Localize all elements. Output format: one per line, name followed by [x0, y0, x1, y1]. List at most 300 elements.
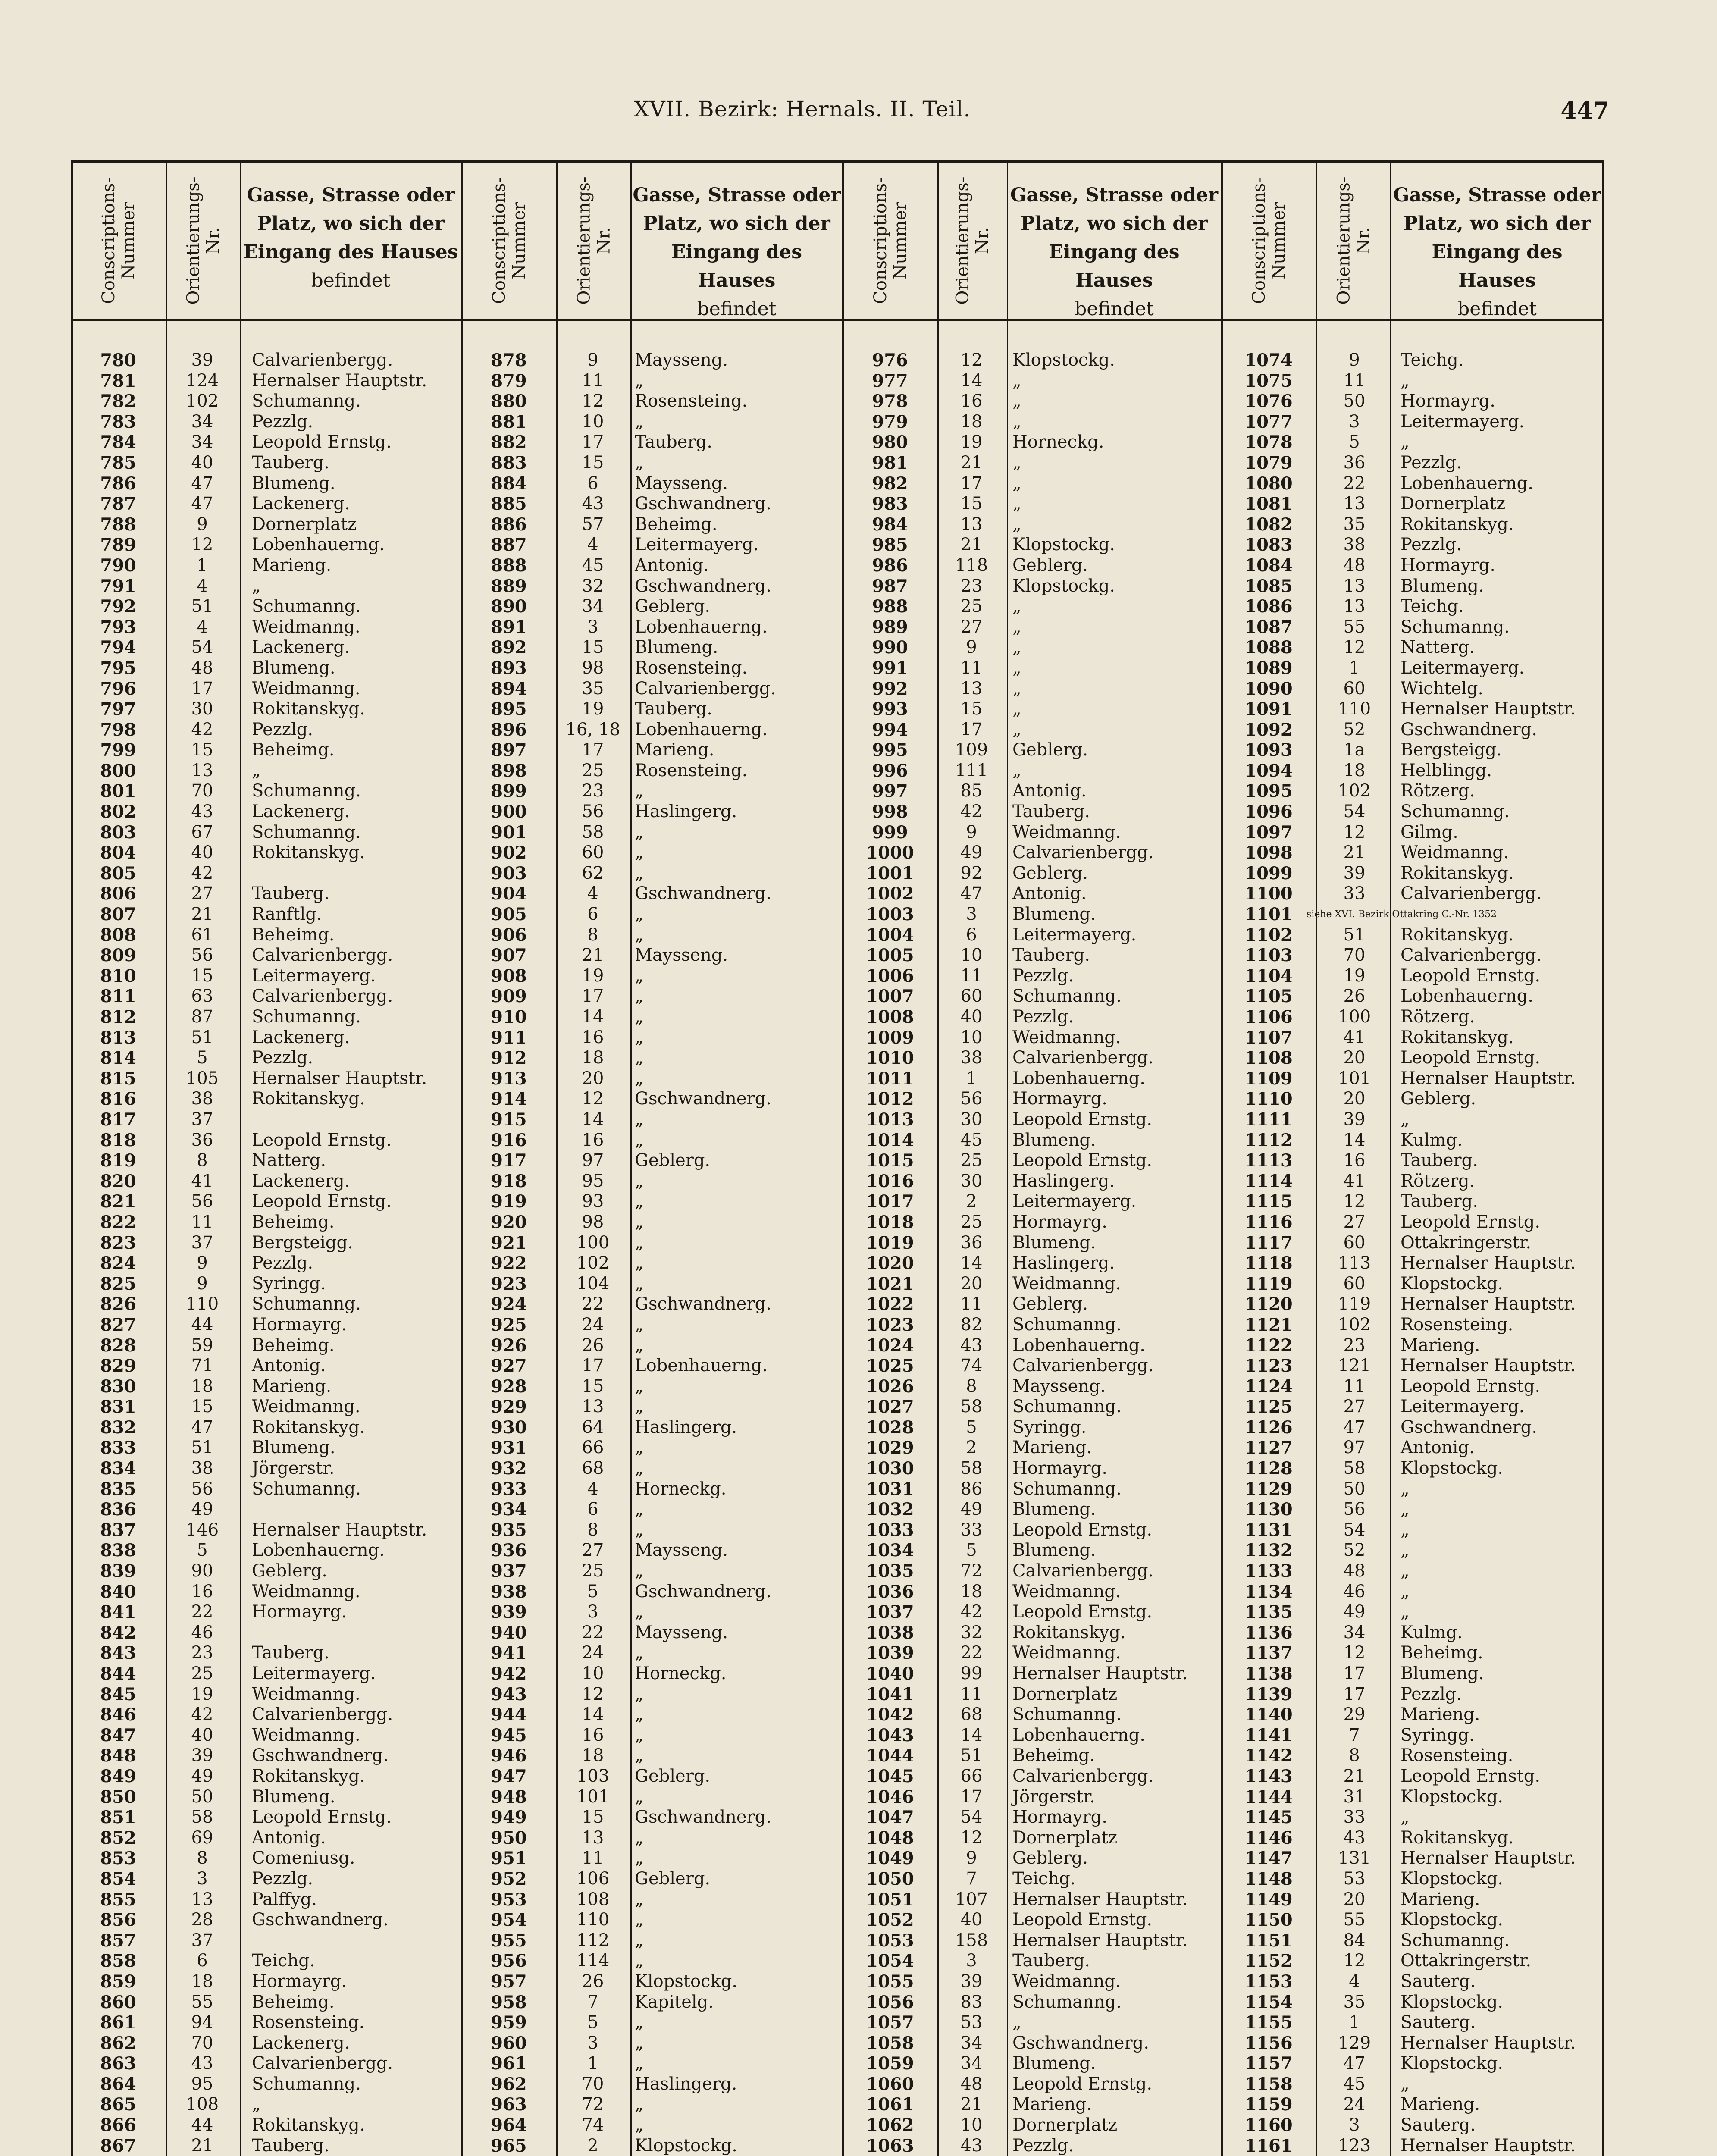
orientation-cell: 59: [191, 1335, 213, 1355]
conscription-cell: 1148: [1244, 1868, 1293, 1889]
conscription-cell: 863: [100, 2053, 136, 2074]
conscription-cell: 1030: [866, 1458, 914, 1479]
conscription-cell: 1079: [1244, 452, 1293, 473]
orientation-cell: 70: [1343, 945, 1366, 965]
conscription-column: [71, 350, 166, 2156]
street-cell: Calvarienbergg.: [1401, 884, 1542, 904]
conscription-cell: 1038: [866, 1622, 914, 1643]
orientation-cell: 53: [960, 2012, 983, 2033]
conscription-cell: 1115: [1244, 1191, 1293, 1212]
orientation-cell: 99: [960, 1664, 983, 1683]
conscription-column: [1221, 350, 1316, 2156]
orientation-cell: 48: [1343, 1561, 1366, 1581]
orientation-cell: 8: [1349, 1745, 1360, 1766]
street-cell: Schumanng.: [1401, 1930, 1510, 1950]
orientation-cell: 18: [582, 1048, 604, 1068]
conscription-cell: 977: [872, 370, 908, 391]
conscription-cell: 879: [491, 370, 527, 391]
orientation-cell: 16: [960, 391, 983, 411]
conscription-cell: 934: [491, 1499, 527, 1520]
orientation-cell: 23: [960, 576, 983, 596]
conscription-cell: 1081: [1244, 494, 1293, 514]
street-cell: Helblingg.: [1401, 760, 1492, 780]
orientation-cell: 14: [582, 1007, 604, 1027]
orientation-cell: 61: [191, 924, 213, 945]
street-cell: „: [635, 1561, 644, 1581]
street-cell: Marieng.: [1401, 1705, 1480, 1725]
orientation-cell: 10: [582, 1664, 604, 1683]
street-cell: Dornerplatz: [252, 514, 357, 534]
conscription-cell: 789: [100, 535, 136, 555]
conscription-cell: 1032: [866, 1499, 914, 1520]
conscription-cell: 878: [491, 350, 527, 370]
street-cell: „: [635, 1786, 644, 1807]
orientation-cell: 14: [960, 1253, 983, 1273]
street-cell: Klopstockg.: [1401, 1992, 1504, 2012]
conscription-cell: 866: [100, 2115, 136, 2136]
street-cell: „: [1012, 596, 1021, 617]
conscription-cell: 1061: [866, 2094, 914, 2115]
header-street: Gasse, Strasse oder Platz, wo sich der Eingang des Hauses befindet: [1393, 184, 1601, 320]
conscription-cell: 1083: [1244, 535, 1293, 555]
orientation-cell: 14: [960, 370, 983, 391]
conscription-cell: 1095: [1244, 781, 1293, 802]
orientation-cell: 22: [582, 1294, 604, 1314]
orientation-cell: 1: [1349, 2012, 1360, 2033]
conscription-cell: 1042: [866, 1705, 914, 1725]
conscription-cell: 937: [491, 1561, 527, 1582]
orientation-cell: 13: [960, 514, 983, 534]
orientation-cell: 9: [197, 1273, 208, 1294]
orientation-cell: 33: [960, 1520, 983, 1540]
conscription-cell: 907: [491, 945, 527, 966]
orientation-cell: 10: [960, 1027, 983, 1047]
street-cell: Rosensteing.: [635, 391, 748, 411]
orientation-cell: 34: [960, 2033, 983, 2053]
conscription-cell: 901: [491, 822, 527, 843]
orientation-cell: 22: [191, 1602, 213, 1622]
orientation-cell: 87: [191, 1007, 213, 1027]
street-cell: Syringg.: [1401, 1725, 1475, 1745]
conscription-cell: 1157: [1244, 2053, 1293, 2074]
street-cell: Pezzlg.: [1012, 1007, 1074, 1027]
conscription-cell: 1099: [1244, 863, 1293, 884]
conscription-cell: 1104: [1244, 965, 1293, 986]
conscription-cell: 1156: [1244, 2033, 1293, 2053]
header-orientation-number: Orientierungs- Nr.: [1334, 176, 1374, 304]
street-cell: Bergsteigg.: [252, 1232, 353, 1253]
orientation-cell: 20: [1343, 1089, 1366, 1109]
orientation-cell: 38: [1343, 535, 1366, 555]
conscription-cell: 1134: [1244, 1581, 1293, 1602]
orientation-cell: 102: [185, 391, 219, 411]
conscription-cell: 816: [100, 1089, 136, 1109]
street-cell: Teichg.: [1401, 596, 1464, 617]
street-cell: Weidmanng.: [1012, 1273, 1121, 1294]
conscription-cell: 785: [100, 452, 136, 473]
orientation-cell: 108: [185, 2094, 219, 2115]
conscription-cell: 1107: [1244, 1027, 1293, 1048]
street-cell: Hernalser Hauptstr.: [1012, 1930, 1188, 1950]
orientation-cell: 55: [191, 1992, 213, 2012]
orientation-cell: 24: [1343, 2094, 1366, 2115]
conscription-cell: 867: [100, 2135, 136, 2156]
street-cell: Gschwandnerg.: [1012, 2033, 1149, 2053]
street-cell: Marieng.: [635, 740, 714, 760]
orientation-cell: 60: [960, 986, 983, 1006]
conscription-cell: 803: [100, 822, 136, 843]
conscription-cell: 1153: [1244, 1971, 1293, 1992]
conscription-cell: 782: [100, 391, 136, 412]
conscription-cell: 781: [100, 370, 136, 391]
conscription-cell: 1129: [1244, 1479, 1293, 1499]
conscription-cell: 799: [100, 740, 136, 761]
street-cell: Hernalser Hauptstr.: [1401, 2135, 1576, 2156]
orientation-cell: 11: [960, 965, 983, 986]
street-column: [244, 350, 460, 2156]
conscription-cell: 1022: [866, 1294, 914, 1315]
orientation-cell: 98: [582, 1212, 604, 1232]
conscription-cell: 917: [491, 1150, 527, 1171]
conscription-cell: 783: [100, 411, 136, 432]
street-cell: Hormayrg.: [252, 1314, 347, 1335]
orientation-cell: 100: [576, 1232, 610, 1253]
conscription-cell: 950: [491, 1827, 527, 1848]
orientation-cell: 30: [960, 1171, 983, 1191]
street-cell: „: [1012, 2012, 1021, 2033]
conscription-cell: 1100: [1244, 884, 1293, 904]
orientation-cell: 7: [966, 1868, 977, 1889]
conscription-cell: 955: [491, 1930, 527, 1951]
orientation-cell: 50: [1343, 391, 1366, 411]
conscription-cell: 811: [100, 986, 136, 1007]
conscription-cell: 1074: [1244, 350, 1293, 370]
orientation-cell: 20: [1343, 1889, 1366, 1909]
conscription-cell: 912: [491, 1048, 527, 1069]
orientation-cell: 27: [1343, 1212, 1366, 1232]
street-cell: „: [1401, 1520, 1410, 1540]
orientation-cell: 25: [582, 1561, 604, 1581]
conscription-cell: 822: [100, 1212, 136, 1232]
street-cell: „: [252, 2094, 261, 2115]
orientation-cell: 129: [1338, 2033, 1371, 2053]
street-cell: Lobenhauerng.: [252, 1540, 385, 1561]
orientation-cell: 51: [191, 596, 213, 617]
conscription-cell: 1150: [1244, 1910, 1293, 1930]
street-column: [627, 350, 843, 2156]
orientation-cell: 49: [1343, 1602, 1366, 1622]
conscription-cell: 984: [872, 514, 908, 535]
street-cell: Klopstockg.: [1401, 1458, 1504, 1479]
orientation-cell: 46: [191, 1622, 213, 1642]
street-cell: Hormayrg.: [1012, 1807, 1107, 1827]
conscription-cell: 1088: [1244, 637, 1293, 658]
conscription-cell: 893: [491, 658, 527, 678]
street-cell: Schumanng.: [1401, 617, 1510, 637]
conscription-cell: 1117: [1244, 1232, 1293, 1253]
orientation-cell: 11: [960, 658, 983, 678]
street-cell: Maysseng.: [635, 945, 728, 965]
street-cell: Beheimg.: [252, 1992, 335, 2012]
orientation-cell: 33: [1343, 1807, 1366, 1827]
orientation-cell: 14: [1343, 1130, 1366, 1150]
conscription-cell: 1151: [1244, 1930, 1293, 1951]
orientation-cell: 21: [960, 535, 983, 555]
street-cell: „: [635, 822, 644, 842]
conscription-cell: 945: [491, 1725, 527, 1745]
conscription-cell: 865: [100, 2094, 136, 2115]
orientation-cell: 49: [191, 1766, 213, 1786]
street-cell: Lobenhauerng.: [1401, 473, 1533, 493]
orientation-cell: 158: [955, 1930, 988, 1950]
orientation-cell: 16: [582, 1027, 604, 1047]
orientation-cell: 20: [582, 1068, 604, 1088]
conscription-cell: 1053: [866, 1930, 914, 1951]
conscription-cell: 1049: [866, 1848, 914, 1869]
orientation-cell: 49: [960, 1499, 983, 1520]
conscription-cell: 897: [491, 740, 527, 761]
street-cell: „: [635, 863, 644, 883]
street-cell: Beheimg.: [252, 1212, 335, 1232]
orientation-cell: 16: [191, 1581, 213, 1601]
street-cell: Haslingerg.: [1012, 1253, 1115, 1273]
street-cell: „: [635, 1376, 644, 1396]
street-cell: Blumeng.: [252, 473, 335, 493]
header-conscription-number: Conscriptions- Nummer: [871, 177, 910, 304]
street-cell: „: [635, 781, 644, 801]
conscription-cell: 997: [872, 781, 908, 802]
orientation-cell: 72: [960, 1561, 983, 1581]
street-cell: „: [1012, 370, 1021, 391]
orientation-cell: 9: [1349, 350, 1360, 370]
orientation-cell: 1: [587, 2053, 598, 2074]
street-cell: Hernalser Hauptstr.: [1401, 699, 1576, 719]
orientation-cell: 95: [191, 2074, 213, 2094]
orientation-cell: 25: [191, 1664, 213, 1683]
conscription-cell: 854: [100, 1868, 136, 1889]
orientation-cell: 71: [191, 1356, 213, 1376]
orientation-cell: 40: [960, 1007, 983, 1027]
orientation-cell: 1: [966, 1068, 977, 1088]
street-cell: Blumeng.: [1012, 2053, 1096, 2074]
orientation-cell: 17: [960, 473, 983, 493]
conscription-cell: 846: [100, 1705, 136, 1725]
street-cell: Pezzlg.: [1012, 2135, 1074, 2156]
conscription-cell: 842: [100, 1622, 136, 1643]
orientation-cell: 5: [966, 1540, 977, 1561]
conscription-cell: 833: [100, 1438, 136, 1458]
orientation-cell: 17: [582, 432, 604, 452]
street-cell: Blumeng.: [1012, 1499, 1096, 1520]
street-cell: Weidmanng.: [252, 1581, 360, 1601]
conscription-cell: 895: [491, 699, 527, 720]
conscription-cell: 1152: [1244, 1951, 1293, 1971]
street-cell: „: [1012, 473, 1021, 493]
conscription-cell: 849: [100, 1766, 136, 1786]
orientation-cell: 90: [191, 1561, 213, 1581]
orientation-cell: 12: [1343, 1643, 1366, 1663]
street-cell: Blumeng.: [252, 1438, 335, 1458]
orientation-cell: 5: [197, 1540, 208, 1561]
conscription-cell: 795: [100, 658, 136, 678]
conscription-cell: 915: [491, 1109, 527, 1130]
orientation-cell: 3: [587, 2033, 598, 2053]
conscription-cell: 856: [100, 1910, 136, 1930]
conscription-cell: 1029: [866, 1438, 914, 1458]
conscription-cell: 944: [491, 1705, 527, 1725]
orientation-cell: 27: [191, 884, 213, 904]
conscription-cell: 918: [491, 1171, 527, 1191]
conscription-cell: 825: [100, 1273, 136, 1294]
street-cell: Geblerg.: [1012, 1848, 1088, 1868]
conscription-cell: 858: [100, 1951, 136, 1971]
conscription-cell: 831: [100, 1397, 136, 1417]
orientation-cell: 21: [191, 904, 213, 924]
orientation-cell: 110: [576, 1910, 610, 1930]
conscription-cell: 810: [100, 965, 136, 986]
street-cell: „: [635, 1499, 644, 1520]
orientation-cell: 107: [955, 1889, 988, 1909]
street-cell: „: [635, 1458, 644, 1479]
street-cell: Leopold Ernstg.: [1012, 1109, 1153, 1129]
orientation-cell: 35: [582, 678, 604, 699]
conscription-cell: 1110: [1244, 1089, 1293, 1109]
street-cell: „: [635, 1335, 644, 1355]
conscription-cell: 1103: [1244, 945, 1293, 966]
orientation-cell: 4: [587, 1479, 598, 1499]
conscription-cell: 824: [100, 1253, 136, 1274]
orientation-cell: 25: [960, 1212, 983, 1232]
orientation-cell: 40: [191, 452, 213, 473]
street-cell: Weidmanng.: [1401, 843, 1509, 863]
street-cell: Geblerg.: [635, 1150, 711, 1171]
conscription-cell: 923: [491, 1273, 527, 1294]
orientation-cell: 100: [1338, 1007, 1371, 1027]
header-conscription-number: Conscriptions- Nummer: [99, 177, 138, 304]
conscription-cell: 788: [100, 514, 136, 535]
orientation-cell: 72: [582, 2094, 604, 2115]
conscription-cell: 964: [491, 2115, 527, 2136]
street-cell: Leopold Ernstg.: [252, 432, 392, 452]
street-cell: Beheimg.: [252, 924, 335, 945]
orientation-cell: 101: [576, 1786, 610, 1807]
street-cell: [1401, 904, 1608, 925]
orientation-cell: 37: [191, 1930, 213, 1950]
orientation-cell: 17: [582, 986, 604, 1006]
orientation-cell: 5: [587, 1581, 598, 1601]
orientation-cell: 42: [191, 863, 213, 883]
conscription-cell: 1033: [866, 1520, 914, 1540]
orientation-cell: 56: [960, 1089, 983, 1109]
orientation-cell: 3: [587, 617, 598, 637]
orientation-cell: 56: [191, 945, 213, 965]
conscription-cell: 983: [872, 494, 908, 514]
street-cell: Klopstockg.: [1401, 1910, 1504, 1930]
street-cell: Antonig.: [1401, 1438, 1475, 1458]
orientation-cell: 102: [1338, 1314, 1371, 1335]
orientation-cell: 27: [1343, 1397, 1366, 1417]
orientation-column: [545, 350, 641, 2156]
street-cell: Comeniusg.: [252, 1848, 355, 1868]
conscription-cell: 857: [100, 1930, 136, 1951]
conscription-cell: 1015: [866, 1150, 914, 1171]
street-cell: Geblerg.: [252, 1561, 328, 1581]
orientation-cell: 18: [960, 1581, 983, 1601]
orientation-cell: 16, 18: [565, 719, 620, 740]
conscription-cell: 1054: [866, 1951, 914, 1971]
orientation-cell: 131: [1338, 1848, 1371, 1868]
street-cell: Blumeng.: [1401, 1664, 1484, 1683]
orientation-cell: 16: [1343, 1150, 1366, 1171]
street-cell: Schumanng.: [1012, 1314, 1122, 1335]
orientation-cell: 9: [966, 822, 977, 842]
street-cell: Blumeng.: [1401, 576, 1484, 596]
street-cell: Blumeng.: [1012, 904, 1096, 924]
orientation-cell: 25: [960, 1150, 983, 1171]
header-street: Gasse, Strasse oder Platz, wo sich der Eingang des Hauses befindet: [1010, 184, 1219, 320]
conscription-cell: 798: [100, 719, 136, 740]
orientation-cell: 30: [191, 699, 213, 719]
orientation-cell: 9: [966, 1848, 977, 1868]
street-cell: Klopstockg.: [635, 1971, 738, 1991]
street-cell: Weidmanng.: [252, 678, 360, 699]
conscription-cell: 892: [491, 637, 527, 658]
conscription-cell: 1047: [866, 1807, 914, 1828]
street-cell: Schumanng.: [252, 2074, 361, 2094]
orientation-cell: 48: [960, 2074, 983, 2094]
street-cell: „: [1012, 699, 1021, 719]
street-cell: Leitermayerg.: [1401, 1397, 1525, 1417]
orientation-cell: 113: [1338, 1253, 1371, 1273]
street-cell: Sauterg.: [1401, 2115, 1476, 2135]
orientation-cell: 47: [191, 473, 213, 493]
street-cell: Maysseng.: [635, 1622, 728, 1642]
conscription-cell: 1018: [866, 1212, 914, 1232]
conscription-cell: 1041: [866, 1684, 914, 1705]
street-cell: Kulmg.: [1401, 1130, 1463, 1150]
conscription-cell: 821: [100, 1191, 136, 1212]
conscription-cell: 1009: [866, 1027, 914, 1048]
conscription-cell: 1046: [866, 1786, 914, 1807]
street-cell: Lobenhauerng.: [635, 719, 768, 740]
header-conscription-number: Conscriptions- Nummer: [1249, 177, 1289, 304]
orientation-cell: 1: [1349, 658, 1360, 678]
street-cell: „: [1401, 1561, 1410, 1581]
street-cell: Weidmanng.: [1012, 822, 1121, 842]
conscription-cell: 851: [100, 1807, 136, 1828]
orientation-cell: 11: [1343, 370, 1366, 391]
street-cell: Gschwandnerg.: [1401, 1417, 1537, 1437]
street-cell: „: [635, 1109, 644, 1129]
orientation-cell: 25: [582, 760, 604, 780]
street-cell: „: [635, 1930, 644, 1950]
street-cell: „: [1401, 1499, 1410, 1520]
orientation-cell: 42: [191, 1705, 213, 1725]
orientation-cell: 66: [960, 1766, 983, 1786]
conscription-cell: 1109: [1244, 1068, 1293, 1089]
conscription-cell: 1098: [1244, 843, 1293, 863]
street-cell: Hernalser Hauptstr.: [1401, 1848, 1576, 1868]
street-cell: Calvarienbergg.: [1012, 1356, 1154, 1376]
conscription-cell: 1138: [1244, 1664, 1293, 1684]
orientation-cell: 51: [1343, 924, 1366, 945]
street-cell: „: [635, 1848, 644, 1868]
orientation-cell: 36: [960, 1232, 983, 1253]
orientation-cell: 46: [1343, 1581, 1366, 1601]
orientation-cell: 15: [191, 965, 213, 986]
street-cell: „: [635, 411, 644, 432]
conscription-cell: 818: [100, 1130, 136, 1150]
